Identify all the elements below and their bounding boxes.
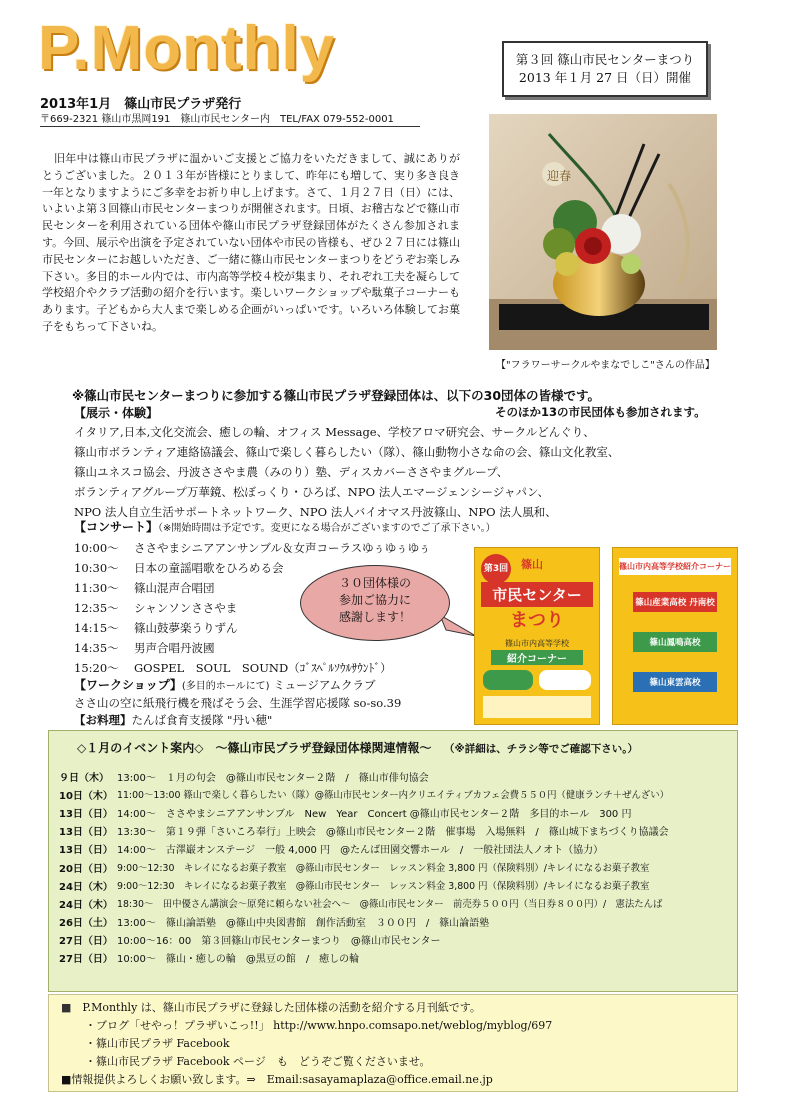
concert-time: 10:30～ [74, 561, 119, 575]
school-item: 篠山鳳鳴高校 [633, 632, 717, 652]
flyer-badge: 第3回 [481, 554, 511, 584]
event-date: 27日（日） [59, 936, 113, 948]
concert-item [74, 658, 430, 678]
group-line: NPO 法人自立生活サポートネットワーク、NPO 法人バイオマス丹波篠山、NPO 法人風和、 [74, 505, 557, 519]
cooking-line [74, 712, 272, 728]
event-detail: 9:00～12:30 キレイになるお菓子教室 @篠山市民センター レッスン料金 3,800 円（保険料別）/キレイになるお菓子教室 [117, 863, 650, 875]
workshop-label: 【ワークショップ】 [74, 678, 182, 692]
newsletter-logo: P.Monthly [38, 14, 336, 83]
footer-email[interactable]: ■情報提供よろしくお願い致します。⇒ Email:sasayamaplaza@office.email.ne.jp [61, 1073, 493, 1086]
group-line: イタリア,日本,文化交流会、癒しの輪、オフィス Message、学校アロマ研究会、サークルどんぐり、 [74, 425, 595, 439]
event-row [59, 785, 729, 803]
workshop-groups: ささ山の空に紙飛行機を飛ばそう会、生涯学習応援隊 so-so.39 [74, 696, 402, 710]
flyer-decoration [483, 696, 591, 718]
event-date: 20日（日） [59, 863, 113, 875]
event-row [59, 876, 729, 894]
group-line: 篠山市ボランティア連絡協議会、篠山で楽しく暮らしたい（隊）、篠山動物小さな命の会、篠山文化教室、 [74, 445, 620, 459]
concert-header [74, 518, 496, 535]
flyer-title-2: まつり [510, 610, 564, 631]
concert-note: （※開始時間は予定です。変更になる場合がございますのでご了承下さい。） [158, 523, 496, 534]
footer-blog[interactable]: ・ブログ「せやっ！プラザいこっ!!」 http://www.hnpo.comsapo.net/weblog/myblog/697 [85, 1019, 553, 1032]
issue-line: 2013年1月 篠山市民プラザ発行 [40, 97, 242, 112]
school-flyer-header: 篠山市内高等学校紹介コーナー [619, 558, 731, 575]
event-row [59, 840, 729, 858]
event-detail: 14:00～ 古澤巌オンステージ 一般 4,000 円 @たんば田園交響ホール / 一般社団法人ノオト（協力） [117, 845, 604, 857]
event-row [59, 894, 729, 912]
thanks-bubble [300, 565, 450, 641]
event-detail: 10:00～16：00 第３回篠山市民センターまつり @篠山市民センター [117, 936, 441, 948]
event-row [59, 949, 729, 967]
event-detail: 13:30～ 第１９弾「さいころ奉行」上映会 @篠山市民センター２階 催事場 入場無料 / 篠山城下まちづくり協議会 [117, 827, 669, 839]
flyer-top: 篠山 [521, 558, 543, 571]
school-flyer [612, 547, 738, 725]
bubble-line: ３０団体様の [338, 576, 411, 590]
address-line: 〒669-2321 篠山市黒岡191 篠山市民センター内 TEL/FAX 079-552-0001 [40, 110, 420, 127]
intro-paragraph: 旧年中は篠山市民プラザに温かいご支援とご協力をいただきまして、誠にありがとうございました。２０１３年が皆様にとりまして、昨年にも増して、実り多き良き一年となりますようにご多幸をお祈り申し上げます。さて、１月２７日（日）には、いよいよ第３回篠山市民センターまつりが開催されます。日頃、お稽古などで篠山市民センターを利用されている団体や篠山市民プラザ登録団体がたくさん参加されます。今回、展示や出演を予定されていない団体や市民の皆様も、ぜひ２７日には篠山市民センターにお越しいただき、ご一緒に篠山市民センターまつりをどうぞお楽しみ下さい。多目的ホール内では、市内高等学校４校が集まり、それぞれ工夫を凝らして学校紹介やクラブ活動の紹介を行います。楽しいワークショップや駄菓子コーナーもあります。子どもから大人まで楽しめる企画がいっぱいです。いろいろ体験してお菓子をもちって下さいね。 [42, 152, 460, 333]
photo-caption: 【"フラワーサークルやまなでしこ"さんの作品】 [496, 360, 715, 371]
event-detail: 14:00～ ささやまシニアアンサンブル New Year Concert @篠山市民センター２階 多目的ホール 300 円 [117, 808, 632, 820]
event-detail: 11:00～13:00 篠山で楽しく暮らしたい（隊）@篠山市民センター内クリエイティブカフェ会費５５０円（健康ランチ＋ぜんざい） [117, 790, 670, 802]
concert-performer: ささやまシニアアンサンブル＆女声コーラスゆぅゆぅゆぅ [134, 541, 431, 555]
event-row [59, 822, 729, 840]
concert-performer: 男声合唱丹波國 [134, 641, 215, 655]
participants-heading: ※篠山市民センターまつりに参加する篠山市民プラザ登録団体は、以下の30団体の皆様です。 [72, 388, 601, 403]
festival-title: 第３回 篠山市民センターまつり [515, 52, 695, 67]
event-date: 24日（木） [59, 899, 113, 911]
concert-performer: GOSPEL SOUL SOUND（ｺﾞｽﾍﾟﾙｿｳﾙｻｳﾝﾄﾞ） [134, 661, 392, 675]
concert-performer: 篠山混声合唱団 [134, 581, 215, 595]
events-title-line [77, 739, 638, 756]
footer-intro: P.Monthly は、篠山市民プラザに登録した団体様の活動を紹介する月刊紙です。 [82, 1001, 481, 1014]
festival-date: 2013 年１月 27 日（日）開催 [518, 70, 692, 85]
footer-facebook-page[interactable]: ・篠山市民プラザ Facebook ページ も どうぞご覧くださいませ。 [85, 1055, 431, 1068]
event-row [59, 913, 729, 931]
event-date: 26日（土） [59, 918, 113, 930]
event-row [59, 803, 729, 821]
event-date: 13日（日） [59, 808, 113, 820]
concert-time: 10:00～ [74, 541, 119, 555]
event-date: 10日（木） [59, 790, 113, 802]
events-title: ◇１月のイベント案内◇ ～篠山市民プラザ登録団体様関連情報～ [77, 741, 432, 755]
other-groups-note: そのほか13の市民団体も参加されます。 [495, 405, 706, 419]
workshop-header [74, 676, 376, 693]
workshop-first: ミュージアムクラブ [273, 678, 376, 692]
flyer-title-1: 市民センター [481, 582, 593, 607]
event-detail: 13:00～ １月の句会 @篠山市民センター２階 / 篠山市俳句協会 [117, 772, 429, 784]
flyer-decoration [483, 670, 533, 690]
bubble-line: 参加ご協力に [338, 593, 411, 607]
flyer-sub-1: 篠山市内高等学校 [505, 639, 569, 648]
square-bullet-icon: ■ [61, 1001, 83, 1014]
school-item: 篠山東雲高校 [633, 672, 717, 692]
events-panel [48, 730, 738, 992]
svg-text:迎春: 迎春 [547, 169, 572, 183]
event-date: 27日（日） [59, 954, 113, 966]
event-detail: 13:00～ 篠山論語塾 @篠山中央図書館 創作活動室 ３００円 / 篠山論語塾 [117, 918, 490, 930]
concert-item [74, 538, 430, 558]
flyer-decoration [539, 670, 591, 690]
events-note: （※詳細は、チラシ等でご確認下さい。） [444, 743, 638, 755]
event-row [59, 767, 729, 785]
concert-label: 【コンサート】 [74, 520, 159, 534]
cooking-group: たんば食育支援隊 "丹い穂" [131, 713, 273, 727]
event-row [59, 931, 729, 949]
exhibit-label: 【展示・体験】 [74, 406, 159, 420]
concert-performer: 日本の童謡唱歌をひろめる会 [134, 561, 284, 575]
event-row [59, 858, 729, 876]
concert-time: 14:35～ [74, 641, 119, 655]
group-line: ボランティアグループ万華鏡、松ぼっくり・ひろば、NPO 法人エマージェンシージャパン、 [74, 485, 550, 499]
concert-performer: 篠山鼓夢楽うりずん [134, 621, 238, 635]
event-detail: 9:00～12:30 キレイになるお菓子教室 @篠山市民センター レッスン料金 3,800 円（保険料別）/キレイになるお菓子教室 [117, 881, 650, 893]
concert-time: 12:35～ [74, 601, 119, 615]
concert-performer: シャンソンささやま [134, 601, 238, 615]
workshop-note: (多目的ホールにて) [181, 681, 270, 692]
event-detail: 10:00～ 篠山・癒しの輪 @黒豆の館 / 癒しの輪 [117, 954, 360, 966]
group-line: 篠山ユネスコ協会、丹波ささやま農（みのり）塾、ディスカバーささやまグループ、 [74, 465, 509, 479]
cooking-label: 【お料理】 [74, 713, 132, 727]
flyer-sub-2: 紹介コーナー [491, 650, 583, 665]
school-item: 篠山産業高校 丹南校 [633, 592, 717, 612]
concert-time: 14:15～ [74, 621, 119, 635]
event-detail: 18:30～ 田中優さん講演会～原発に頼らない社会へ～ @篠山市民センター 前売券５００円（当日券８００円）/ 憲法たんば [117, 899, 663, 911]
festival-announcement-box [502, 41, 708, 97]
event-date: ９日（木） [59, 772, 109, 784]
event-date: 13日（日） [59, 827, 113, 839]
concert-time: 11:30～ [74, 581, 119, 595]
concert-item [74, 638, 430, 658]
concert-time: 15:20～ [74, 661, 119, 675]
events-list [59, 767, 729, 967]
group-list [74, 422, 734, 522]
flower-arrangement-photo [489, 114, 717, 350]
footer-panel [48, 994, 738, 1092]
event-date: 13日（日） [59, 845, 113, 857]
bubble-line: 感謝します！ [338, 610, 411, 624]
festival-flyer [474, 547, 600, 725]
footer-line [61, 999, 725, 1017]
footer-facebook[interactable]: ・篠山市民プラザ Facebook [85, 1037, 230, 1050]
event-date: 24日（木） [59, 881, 113, 893]
